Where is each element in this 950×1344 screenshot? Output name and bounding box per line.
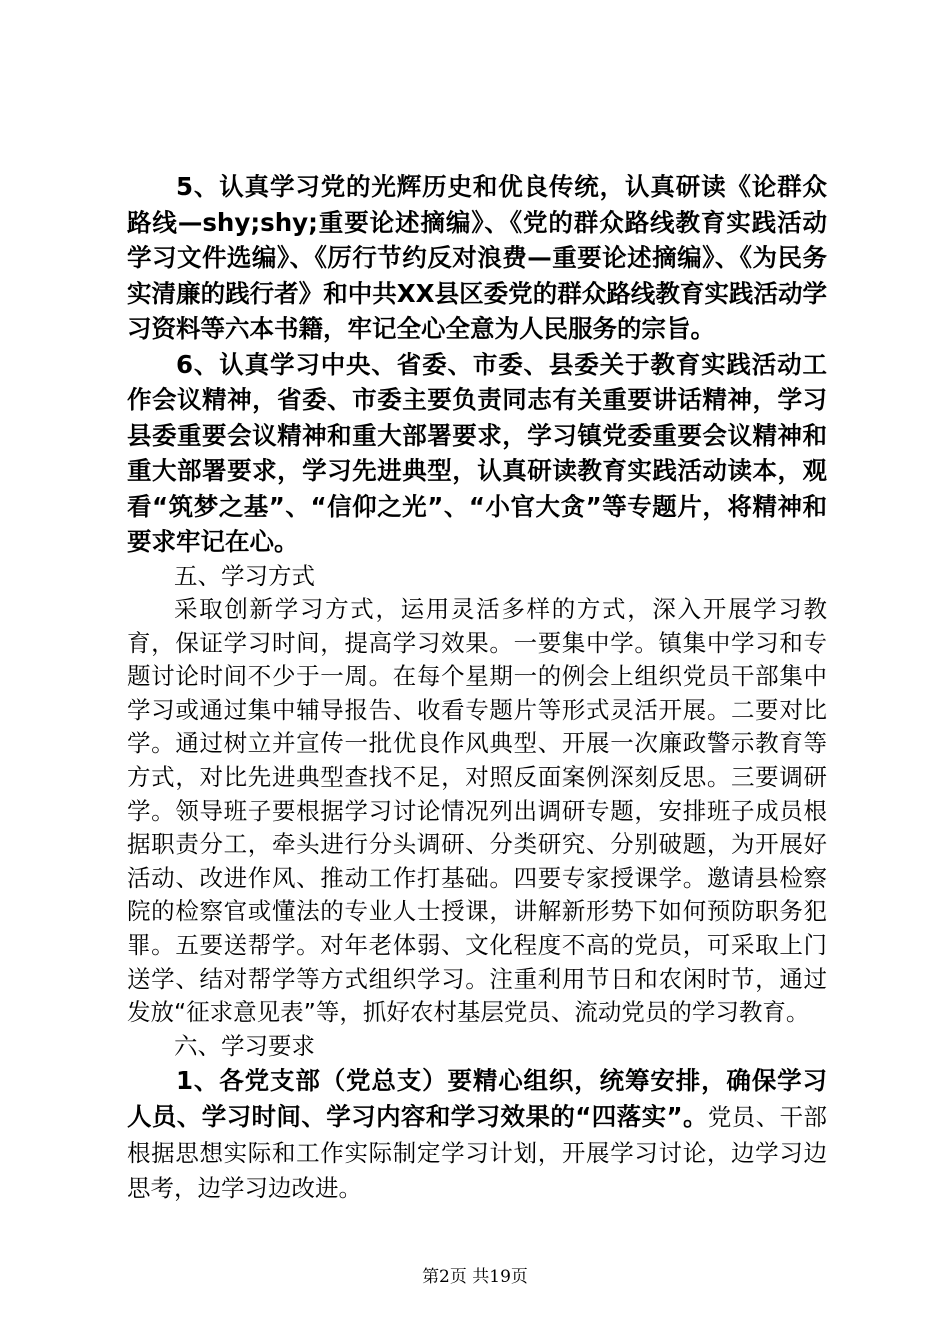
paragraph-study-item-5: 5、认真学习党的光辉历史和优良传统，认真研读《论群众路线—shy;shy;重要论述摘编》、《党的群众路线教育实践活动学习文件选编》、《厉行节约反对浪费—重要论述摘编》、《为民务实清廉的践行者》和中共XX县区委党的群众路线教育实践活动学习资料等六本书籍，牢记全心全意为人民服务的宗旨。	[127, 172, 827, 343]
paragraph-study-item-6: 6、认真学习中央、省委、市委、县委关于教育实践活动工作会议精神，省委、市委主要负责同志有关重要讲话精神，学习县委重要会议精神和重大部署要求，学习镇党委重要会议精神和重大部署要求，学习先进典型，认真研读教育实践活动读本，观看“筑梦之基”、“信仰之光”、“小官大贪”等专题片，将精神和要求牢记在心。	[127, 349, 827, 556]
section-heading-study-method: 五、学习方式	[174, 561, 315, 590]
paragraph-requirement-1	[127, 1063, 827, 1205]
page-footer: 第2页 共19页	[422, 1267, 528, 1287]
paragraph-study-method: 采取创新学习方式，运用灵活多样的方式，深入开展学习教育，保证学习时间，提高学习效果。一要集中学。镇集中学习和专题讨论时间不少于一周。在每个星期一的例会上组织党员干部集中学习或通过集中辅导报告、收看专题片等形式灵活开展。二要对比学。通过树立并宣传一批优良作风典型、开展一次廉政警示教育等方式，对比先进典型查找不足，对照反面案例深刻反思。三要调研学。领导班子要根据学习讨论情况列出调研专题，安排班子成员根据职责分工，牵头进行分头调研、分类研究、分别破题，为开展好活动、改进作风、推动工作打基础。四要专家授课学。邀请县检察院的检察官或懂法的专业人士授课，讲解新形势下如何预防职务犯罪。五要送帮学。对年老体弱、文化程度不高的党员，可采取上门送学、结对帮学等方式组织学习。注重利用节日和农闲时节，通过发放“征求意见表”等，抓好农村基层党员、流动党员的学习教育。	[127, 595, 827, 1027]
document-body	[127, 169, 827, 1206]
requirement-1-regular-part: 党员、干部根据思想实际和工作实际制定学习计划，开展学习讨论，边学习边思考，边学习边改进。	[127, 1102, 828, 1203]
section-heading-study-requirements: 六、学习要求	[174, 1031, 315, 1060]
requirement-1-bold-part: 1、各党支部（党总支）要精心组织，统筹安排，确保学习人员、学习时间、学习内容和学习效果的“四落实”。	[127, 1066, 827, 1131]
